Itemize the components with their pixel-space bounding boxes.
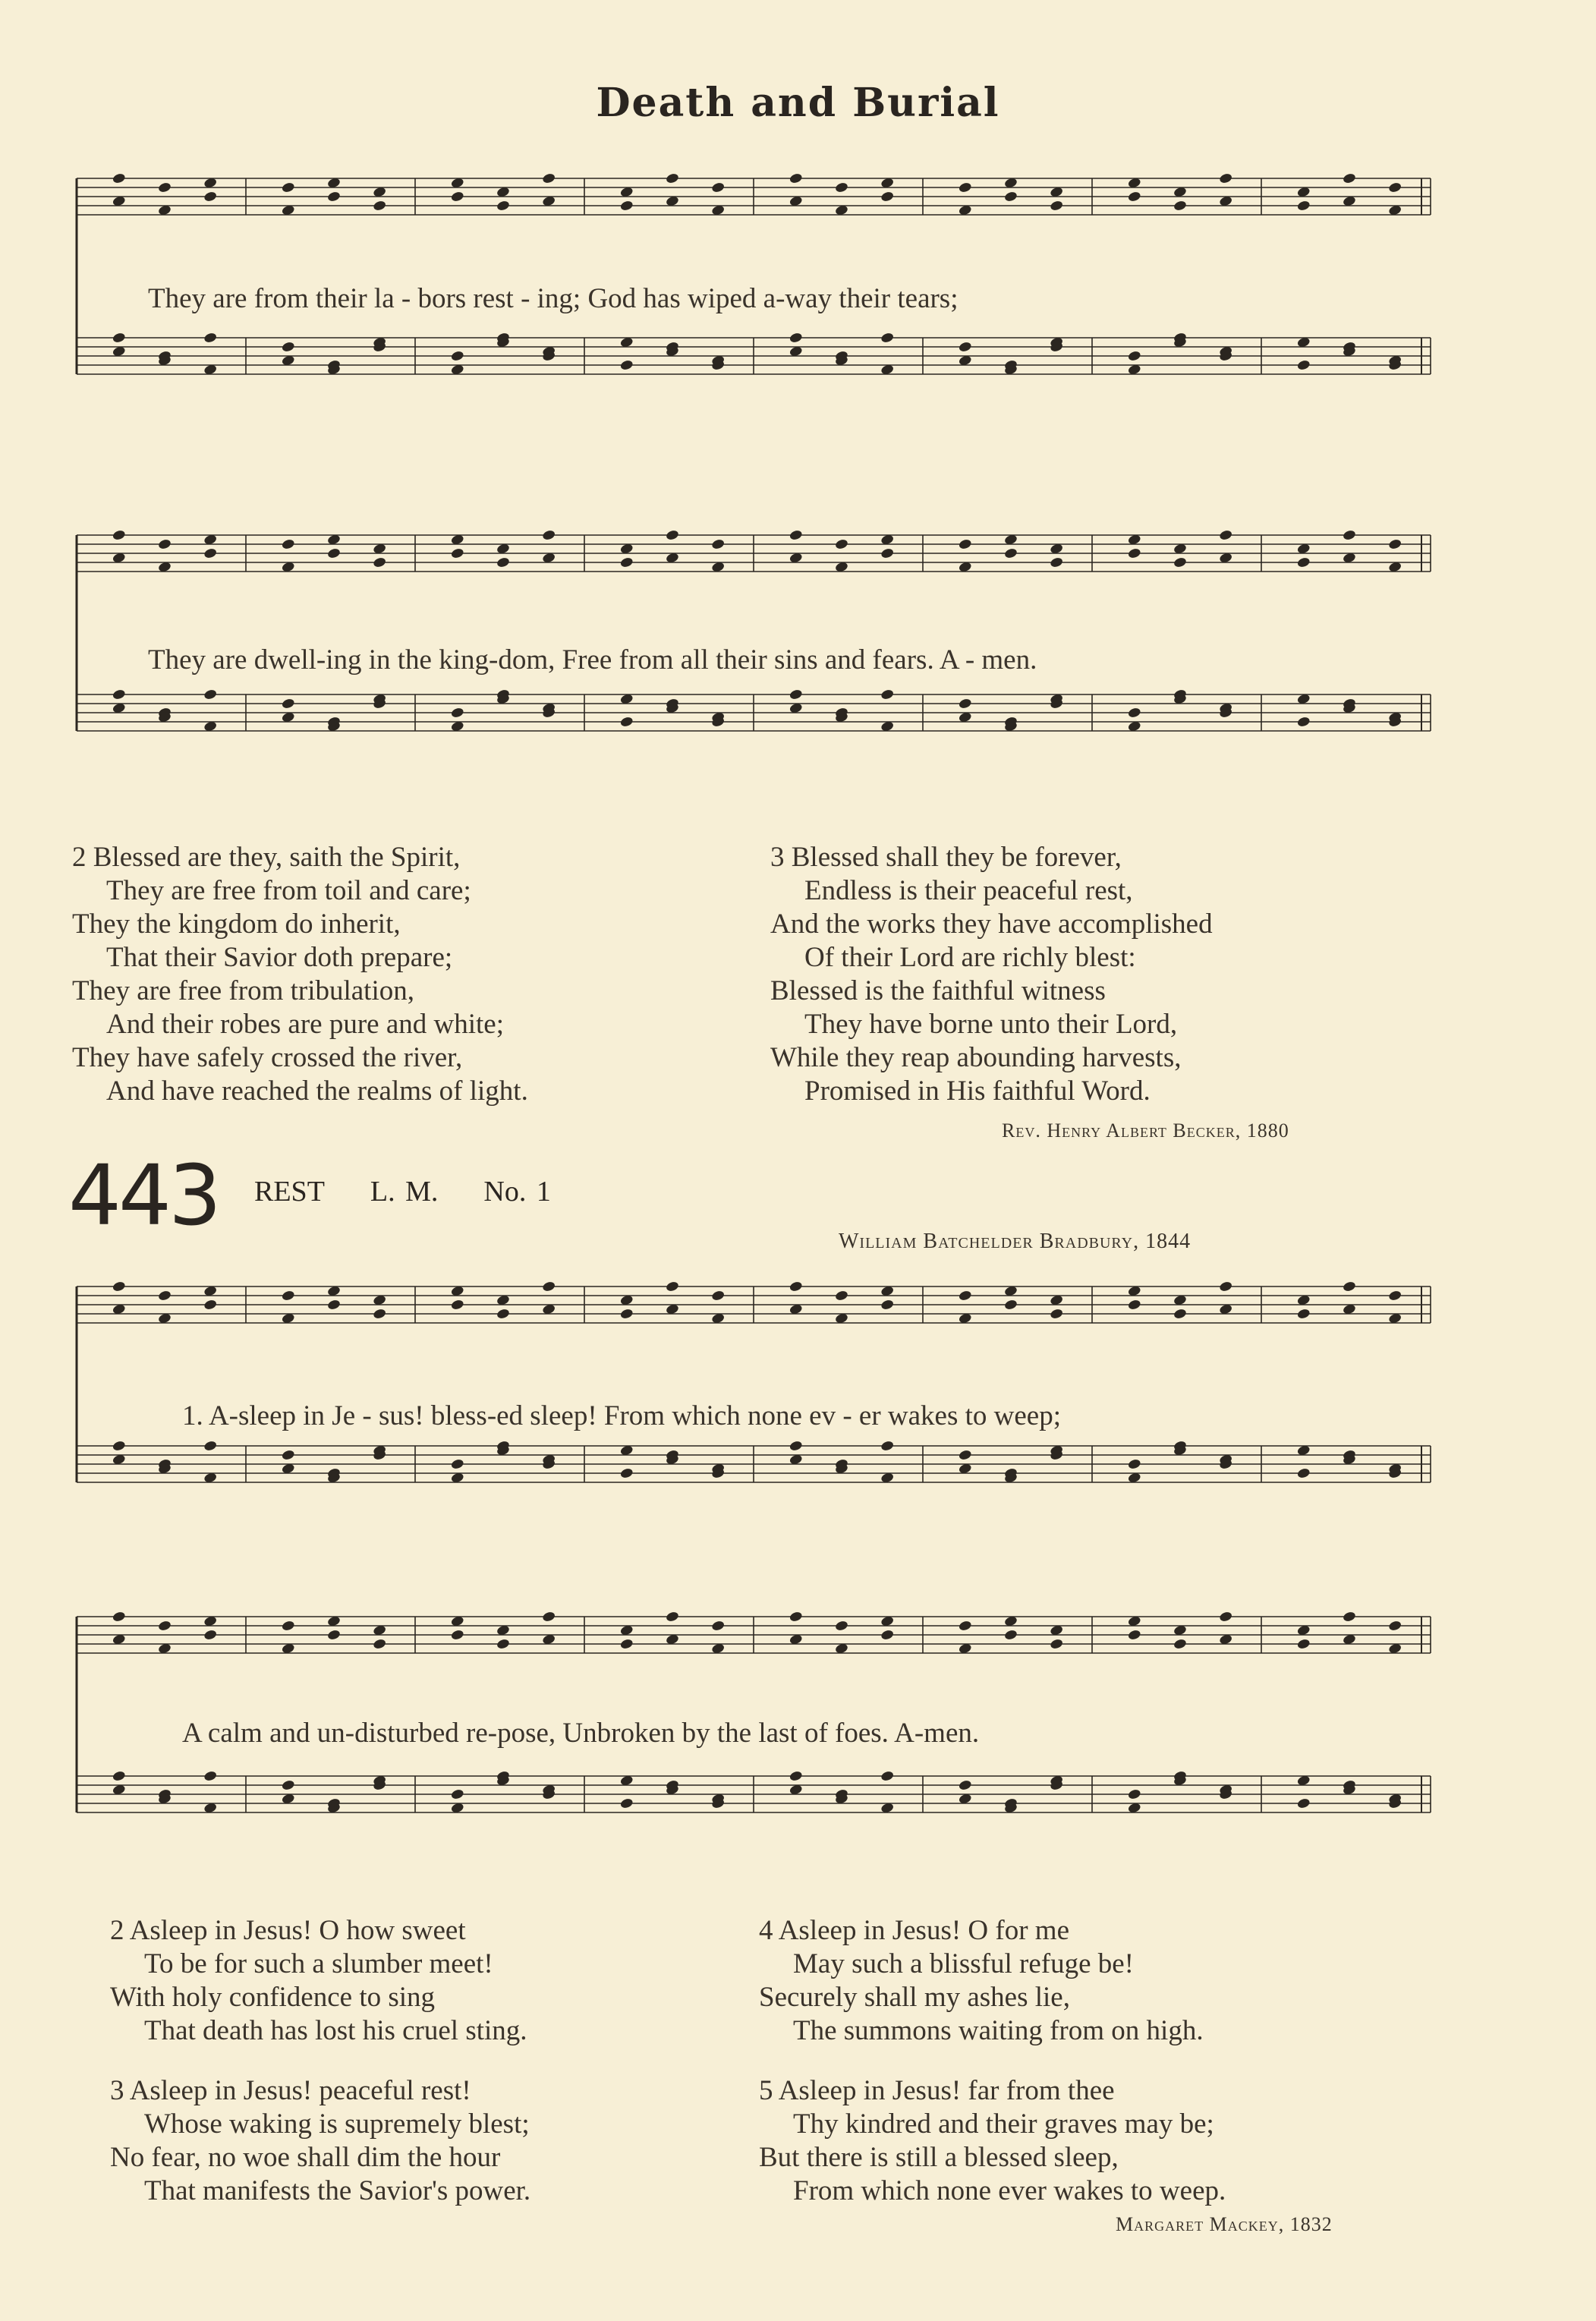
hymn443-verse-5: [759, 2074, 1226, 2208]
verse-line: 3 Asleep in Jesus! peaceful rest!: [110, 2075, 471, 2106]
note-head: [1050, 1308, 1064, 1320]
note-head: [373, 200, 387, 212]
note-head: [281, 698, 295, 710]
note-head: [835, 1620, 849, 1632]
note-head: [789, 332, 803, 344]
note-head: [711, 538, 726, 550]
note-head: [112, 172, 126, 184]
verse-line: Securely shall my ashes lie,: [759, 1982, 1070, 2013]
note-head: [1296, 716, 1311, 728]
note-head: [203, 688, 218, 701]
verse-line: 4 Asleep in Jesus! O for me: [759, 1915, 1069, 1946]
verse-line: Blessed is the faithful witness: [770, 975, 1106, 1006]
note-head: [880, 547, 895, 559]
note-head: [158, 1620, 172, 1632]
note-head: [1296, 1797, 1311, 1809]
note-head: [666, 1280, 680, 1293]
note-head: [203, 547, 218, 559]
note-head: [619, 200, 634, 212]
note-head: [619, 1638, 634, 1650]
verse-line: May such a blissful refuge be!: [793, 1948, 1135, 1979]
verse-line: 3 Blessed shall they be forever,: [770, 842, 1122, 873]
tune-number: No. 1: [483, 1176, 551, 1208]
note-head: [1004, 191, 1018, 203]
note-head: [496, 1308, 511, 1320]
note-head: [835, 1290, 849, 1302]
note-head: [373, 1638, 387, 1650]
hymn442-author: Rev. Henry Albert Becker, 1880: [1002, 1120, 1289, 1142]
note-head: [789, 1440, 803, 1452]
note-head: [281, 181, 295, 194]
note-head: [880, 1770, 895, 1782]
tune-name: REST: [254, 1176, 325, 1208]
note-head: [1388, 181, 1402, 194]
hymn-number: 443: [68, 1147, 219, 1244]
note-head: [542, 172, 556, 184]
verse-line: They have safely crossed the river,: [72, 1042, 463, 1073]
verse-line: The summons waiting from on high.: [793, 2015, 1204, 2046]
note-head: [1296, 556, 1311, 568]
verse-line: To be for such a slumber meet!: [144, 1948, 493, 1979]
hymn443-verse-3: [110, 2074, 530, 2208]
note-head: [619, 1308, 634, 1320]
note-head: [1343, 172, 1357, 184]
hymn443-lyric-line-1: 1. A-sleep in Je - sus! bless-ed sleep! From which none ev - er wakes to weep;: [182, 1400, 1062, 1431]
verse-line: They the kingdom do inherit,: [72, 909, 401, 940]
note-head: [1296, 1638, 1311, 1650]
note-head: [450, 1299, 464, 1311]
hymn442-verse-3: [770, 841, 1213, 1108]
note-head: [203, 1770, 218, 1782]
note-head: [1173, 200, 1188, 212]
note-head: [666, 529, 680, 541]
hymn442-lyric-line-1: They are from their la - bors rest - ing; God has wiped a-way their tears;: [148, 283, 959, 314]
note-head: [450, 350, 464, 362]
note-head: [281, 1290, 295, 1302]
verse-line: With holy confidence to sing: [110, 1982, 436, 2013]
tune-meter: L. M.: [370, 1176, 439, 1208]
note-head: [958, 698, 972, 710]
note-head: [373, 556, 387, 568]
note-head: [496, 556, 511, 568]
note-head: [203, 191, 218, 203]
note-head: [880, 688, 895, 701]
note-head: [496, 1638, 511, 1650]
note-head: [1173, 556, 1188, 568]
note-head: [619, 1797, 634, 1809]
note-head: [450, 191, 464, 203]
note-head: [327, 191, 342, 203]
verse-line: And have reached the realms of light.: [106, 1075, 528, 1107]
note-head: [1050, 556, 1064, 568]
note-head: [112, 529, 126, 541]
note-head: [327, 1629, 342, 1641]
hymn442-lyric-line-2: They are dwell-ing in the king-dom, Free from all their sins and fears. A - men.: [148, 644, 1037, 676]
note-head: [373, 1308, 387, 1320]
note-head: [711, 181, 726, 194]
note-head: [1219, 1611, 1233, 1623]
note-head: [158, 538, 172, 550]
verse-line: While they reap abounding harvests,: [770, 1042, 1182, 1073]
note-head: [450, 707, 464, 719]
verse-line: That their Savior doth prepare;: [106, 942, 453, 973]
note-head: [1296, 359, 1311, 371]
note-head: [958, 538, 972, 550]
note-head: [835, 181, 849, 194]
note-head: [203, 1440, 218, 1452]
verse-line: They are free from toil and care;: [106, 875, 471, 906]
verse-line: Whose waking is supremely blest;: [144, 2108, 530, 2140]
note-head: [1296, 1308, 1311, 1320]
note-head: [203, 1299, 218, 1311]
verse-line: From which none ever wakes to weep.: [793, 2175, 1226, 2206]
verse-line: But there is still a blessed sleep,: [759, 2142, 1119, 2173]
note-head: [450, 1629, 464, 1641]
note-head: [1050, 200, 1064, 212]
note-head: [958, 1779, 972, 1791]
note-head: [281, 1620, 295, 1632]
note-head: [450, 547, 464, 559]
note-head: [789, 172, 803, 184]
verse-line: Endless is their peaceful rest,: [804, 875, 1133, 906]
note-head: [1388, 1290, 1402, 1302]
note-head: [880, 1299, 895, 1311]
note-head: [1127, 1299, 1141, 1311]
verse-line: And their robes are pure and white;: [106, 1009, 504, 1040]
verse-line: They have borne unto their Lord,: [804, 1009, 1178, 1040]
hymn442-verse-2: [72, 841, 528, 1108]
note-head: [1343, 1611, 1357, 1623]
note-head: [1343, 529, 1357, 541]
note-head: [112, 332, 126, 344]
note-head: [1050, 1638, 1064, 1650]
note-head: [789, 688, 803, 701]
note-head: [789, 1770, 803, 1782]
note-head: [112, 1440, 126, 1452]
note-head: [1004, 1299, 1018, 1311]
note-head: [1388, 538, 1402, 550]
note-head: [619, 716, 634, 728]
note-head: [1004, 1629, 1018, 1641]
note-head: [281, 538, 295, 550]
hymn443-verse-4: [759, 1914, 1204, 2048]
page-header: Death and Burial: [596, 80, 1000, 126]
verse-line: 2 Blessed are they, saith the Spirit,: [72, 842, 461, 873]
note-head: [1127, 547, 1141, 559]
note-head: [203, 332, 218, 344]
note-head: [880, 1629, 895, 1641]
note-head: [1173, 1638, 1188, 1650]
hymn443-lyric-line-2: A calm and un-disturbed re-pose, Unbroken by the last of foes. A-men.: [182, 1718, 980, 1749]
note-head: [542, 1280, 556, 1293]
note-head: [880, 332, 895, 344]
note-head: [1004, 547, 1018, 559]
note-head: [619, 556, 634, 568]
note-head: [619, 359, 634, 371]
note-head: [112, 1280, 126, 1293]
note-head: [1219, 172, 1233, 184]
note-head: [450, 1788, 464, 1800]
note-head: [1296, 1467, 1311, 1479]
note-head: [789, 1611, 803, 1623]
note-head: [158, 181, 172, 194]
tune-info: [254, 1175, 597, 1208]
note-head: [1296, 200, 1311, 212]
hymn443-author: Margaret Mackey, 1832: [1116, 2213, 1333, 2235]
verse-line: Promised in His faithful Word.: [804, 1075, 1151, 1107]
note-head: [666, 1611, 680, 1623]
note-head: [327, 1299, 342, 1311]
note-head: [835, 538, 849, 550]
hymn443-verse-2: [110, 1914, 527, 2048]
note-head: [281, 1449, 295, 1461]
note-head: [789, 1280, 803, 1293]
note-head: [1127, 350, 1141, 362]
verse-line: Of their Lord are richly blest:: [804, 942, 1136, 973]
note-head: [281, 341, 295, 353]
verse-line: They are free from tribulation,: [72, 975, 414, 1006]
note-head: [496, 200, 511, 212]
note-head: [112, 1611, 126, 1623]
note-head: [1219, 1280, 1233, 1293]
verse-line: That death has lost his cruel sting.: [144, 2015, 527, 2046]
note-head: [1127, 191, 1141, 203]
note-head: [281, 1779, 295, 1791]
note-head: [1127, 707, 1141, 719]
verse-line: 2 Asleep in Jesus! O how sweet: [110, 1915, 466, 1946]
note-head: [958, 341, 972, 353]
note-head: [711, 1290, 726, 1302]
verse-line: And the works they have accomplished: [770, 909, 1213, 940]
note-head: [1388, 1620, 1402, 1632]
note-head: [958, 1290, 972, 1302]
note-head: [958, 1620, 972, 1632]
note-head: [542, 1611, 556, 1623]
note-head: [958, 181, 972, 194]
note-head: [542, 529, 556, 541]
note-head: [1343, 1280, 1357, 1293]
note-head: [880, 191, 895, 203]
note-head: [112, 1770, 126, 1782]
verse-line: No fear, no woe shall dim the hour: [110, 2142, 501, 2173]
note-head: [1127, 1458, 1141, 1470]
note-head: [711, 1620, 726, 1632]
hymn443-composer: William Batchelder Bradbury, 1844: [839, 1230, 1191, 1253]
note-head: [327, 547, 342, 559]
note-head: [112, 688, 126, 701]
verse-line: Thy kindred and their graves may be;: [793, 2108, 1214, 2140]
note-head: [880, 1440, 895, 1452]
note-head: [1173, 1308, 1188, 1320]
note-head: [1219, 529, 1233, 541]
note-head: [1127, 1629, 1141, 1641]
verse-line: That manifests the Savior's power.: [144, 2175, 531, 2206]
note-head: [958, 1449, 972, 1461]
note-head: [450, 1458, 464, 1470]
note-head: [1127, 1788, 1141, 1800]
note-head: [619, 1467, 634, 1479]
note-head: [203, 1629, 218, 1641]
verse-line: 5 Asleep in Jesus! far from thee: [759, 2075, 1115, 2106]
note-head: [666, 172, 680, 184]
note-head: [158, 1290, 172, 1302]
note-head: [789, 529, 803, 541]
